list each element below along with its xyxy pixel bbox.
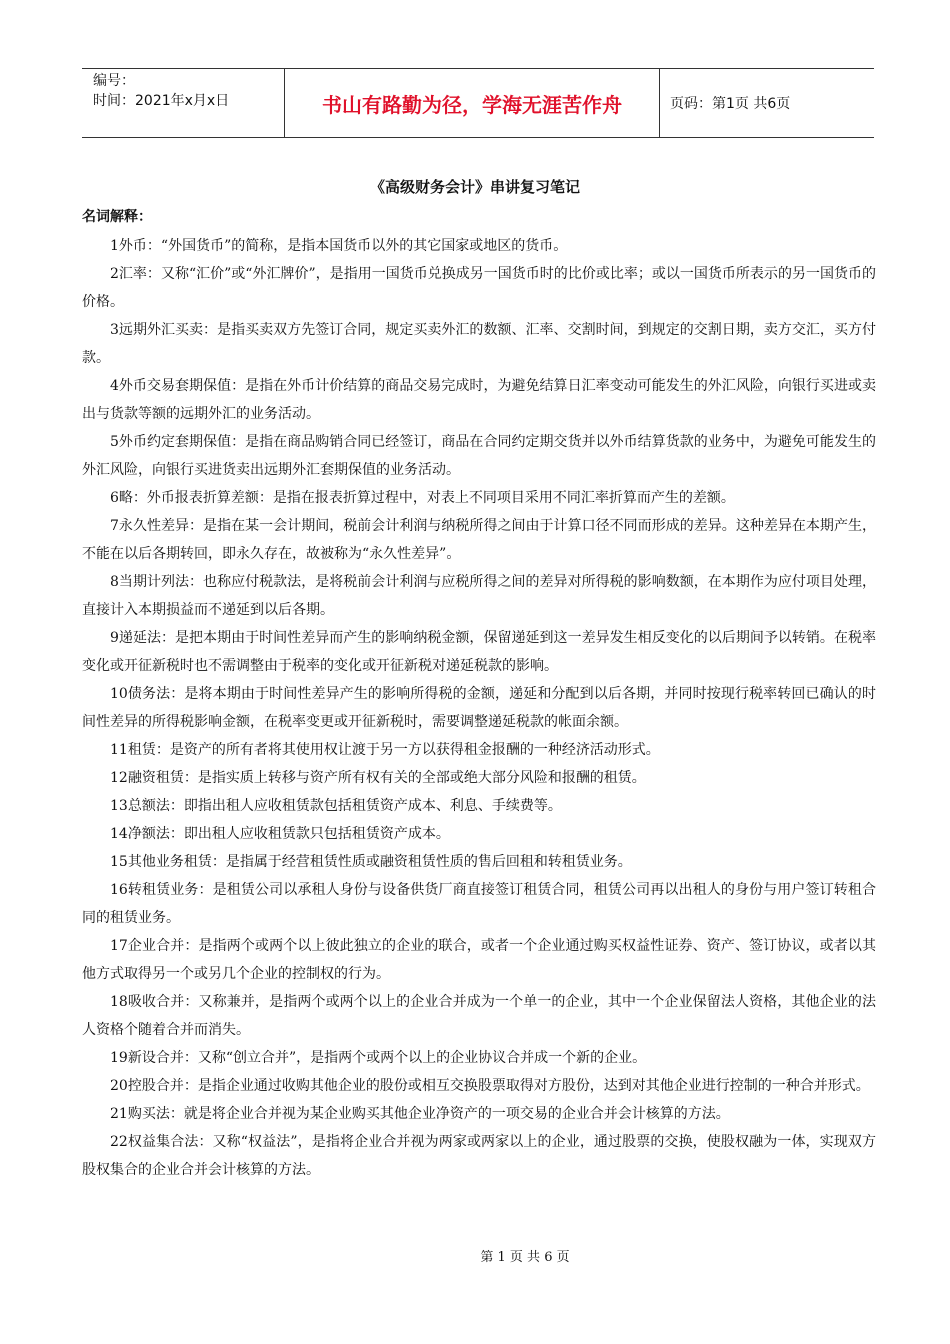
definition-entry: 19新设合并：又称“创立合并”，是指两个或两个以上的企业协议合并成一个新的企业。	[110, 1050, 647, 1066]
definition-list	[82, 232, 876, 1184]
page-header	[82, 68, 874, 138]
definition-entry: 2汇率：又称“汇价”或“外汇牌价”，是指用一国货币兑换成另一国货币时的比价或比率；或以一国货币所表示的另一国货币的价格。	[82, 266, 876, 310]
header-meta	[82, 69, 285, 137]
definition-entry: 1外币：“外国货币”的简称，是指本国货币以外的其它国家或地区的货币。	[110, 238, 568, 254]
definition-entry: 6略：外币报表折算差额：是指在报表折算过程中，对表上不同项目采用不同汇率折算而产生的差额。	[110, 490, 735, 506]
definition-entry: 9递延法：是把本期由于时间性差异而产生的影响纳税金额，保留递延到这一差异发生相反变化的以后期间予以转销。在税率变化或开征新税时也不需调整由于税率的变化或开征新税对递延税款的影响。	[82, 630, 876, 674]
definition-entry: 15其他业务租赁：是指属于经营租赁性质或融资租赁性质的售后回租和转租赁业务。	[110, 854, 632, 870]
page-footer: 第 1 页 共 6 页	[480, 1250, 570, 1265]
document-title: 《高级财务会计》串讲复习笔记	[369, 178, 580, 196]
definition-entry: 11租赁：是资产的所有者将其使用权让渡于另一方以获得租金报酬的一种经济活动形式。	[110, 742, 660, 758]
section-heading: 名词解释：	[82, 209, 152, 225]
definition-entry: 20控股合并：是指企业通过收购其他企业的股份或相互交换股票取得对方股份，达到对其他企业进行控制的一种合并形式。	[110, 1078, 870, 1094]
definition-entry: 22权益集合法：又称“权益法”，是指将企业合并视为两家或两家以上的企业，通过股票的交换，使股权融为一体，实现双方股权集合的企业合并会计核算的方法。	[82, 1134, 876, 1178]
definition-entry: 13总额法：即指出租人应收租赁款包括租赁资产成本、利息、手续费等。	[110, 798, 562, 814]
definition-entry: 3远期外汇买卖：是指买卖双方先签订合同，规定买卖外汇的数额、汇率、交割时间，到规定的交割日期，卖方交汇，买方付款。	[82, 322, 876, 366]
definition-entry: 5外币约定套期保值：是指在商品购销合同已经签订，商品在合同约定期交货并以外币结算货款的业务中，为避免可能发生的外汇风险，向银行买进货卖出远期外汇套期保值的业务活动。	[82, 434, 876, 478]
definition-entry: 7永久性差异：是指在某一会计期间，税前会计利润与纳税所得之间由于计算口径不同而形成的差异。这种差异在本期产生，不能在以后各期转回，即永久存在，故被称为“永久性差异”。	[82, 518, 876, 562]
definition-entry: 21购买法：就是将企业合并视为某企业购买其他企业净资产的一项交易的企业合并会计核算的方法。	[110, 1106, 730, 1122]
header-motto: 书山有路勤为径，学海无涯苦作舟	[285, 69, 660, 137]
definition-entry: 8当期计列法：也称应付税款法，是将税前会计利润与应税所得之间的差异对所得税的影响数额，在本期作为应付项目处理，直接计入本期损益而不递延到以后各期。	[82, 574, 876, 618]
definition-entry: 14净额法：即出租人应收租赁款只包括租赁资产成本。	[110, 826, 450, 842]
definition-entry: 4外币交易套期保值：是指在外币计价结算的商品交易完成时，为避免结算日汇率变动可能发生的外汇风险，向银行买进或卖出与货款等额的远期外汇的业务活动。	[82, 378, 876, 422]
time-label: 时间：2021年x月x日	[93, 93, 230, 109]
definition-entry: 17企业合并：是指两个或两个以上彼此独立的企业的联合，或者一个企业通过购买权益性证券、资产、签订协议，或者以其他方式取得另一个或另几个企业的控制权的行为。	[82, 938, 876, 982]
header-page-label: 页码：第1页 共6页	[670, 96, 791, 112]
definition-entry: 16转租赁业务：是租赁公司以承租人身份与设备供货厂商直接签订租赁合同，租赁公司再以出租人的身份与用户签订转租合同的租赁业务。	[82, 882, 876, 926]
definition-entry: 18吸收合并：又称兼并，是指两个或两个以上的企业合并成为一个单一的企业，其中一个企业保留法人资格，其他企业的法人资格个随着合并而消失。	[82, 994, 876, 1038]
definition-entry: 10债务法：是将本期由于时间性差异产生的影响所得税的金额，递延和分配到以后各期，并同时按现行税率转回已确认的时间性差异的所得税影响金额，在税率变更或开征新税时，需要调整递延税款的帐面余额。	[82, 686, 876, 730]
definition-entry: 12融资租赁：是指实质上转移与资产所有权有关的全部或绝大部分风险和报酬的租赁。	[110, 770, 646, 786]
number-label: 编号：	[93, 73, 135, 89]
